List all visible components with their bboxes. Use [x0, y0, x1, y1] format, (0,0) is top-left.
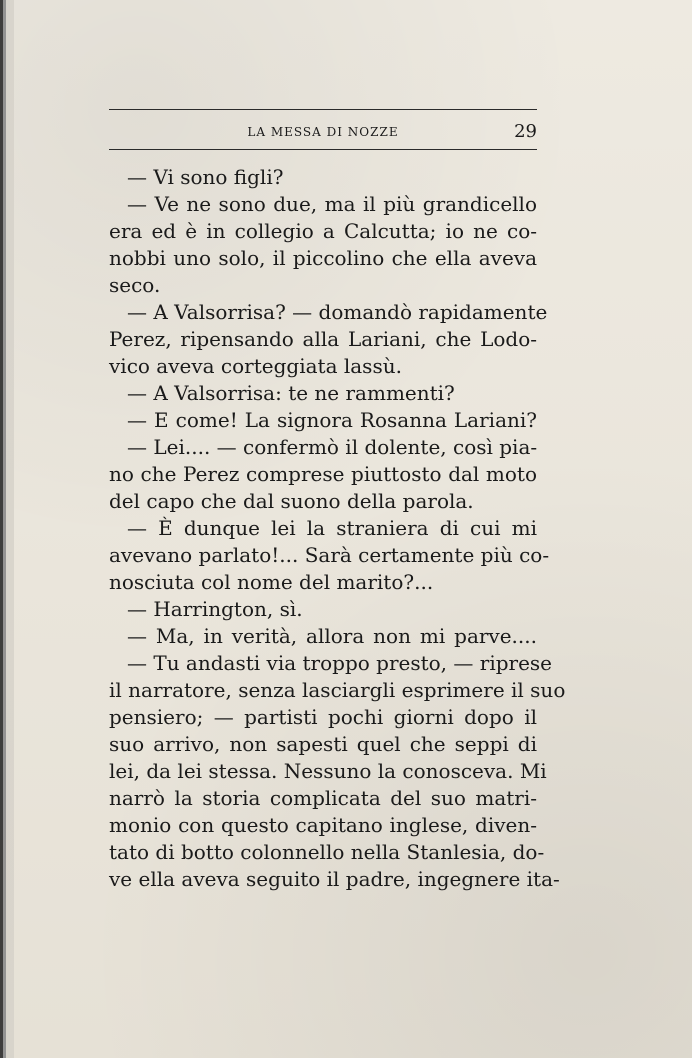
text-line: ve ella aveva seguito il padre, ingegnere ita- — [109, 867, 560, 891]
text-line: vico aveva corteggiata lassù. — [109, 354, 402, 378]
text-line: il narratore, senza lasciargli esprimere il suo — [109, 678, 566, 702]
text-line: lei, da lei stessa. Nessuno la conosceva. Mi — [109, 759, 547, 783]
text-line: — A Valsorrisa: te ne rammenti? — [127, 381, 455, 405]
text-line: — È dunque lei la straniera di cui mi — [127, 516, 537, 540]
page-number: 29 — [514, 121, 537, 142]
running-title: LA MESSA DI NOZZE — [247, 125, 399, 139]
text-line: seco. — [109, 273, 161, 297]
text-line: nobbi uno solo, il piccolino che ella aveva — [109, 246, 537, 270]
text-line: — Ma, in verità, allora non mi parve.... — [127, 624, 537, 648]
text-line: tato di botto colonnello nella Stanlesia, do- — [109, 840, 545, 864]
text-line: suo arrivo, non sapesti quel che seppi di — [109, 732, 537, 756]
header-top-rule — [109, 109, 537, 110]
text-line: monio con questo capitano inglese, diven- — [109, 813, 537, 837]
page-gutter-shadow — [0, 0, 24, 1058]
text-line: — Tu andasti via troppo presto, — riprese — [127, 651, 553, 675]
body-text — [109, 164, 566, 893]
text-line: no che Perez comprese piuttosto dal moto — [109, 462, 537, 486]
header-bottom-rule — [109, 149, 537, 150]
text-line: era ed è in collegio a Calcutta; io ne co- — [109, 219, 537, 243]
text-line: del capo che dal suono della parola. — [109, 489, 474, 513]
text-line: — Ve ne sono due, ma il più grandicello — [127, 192, 537, 216]
text-line: nosciuta col nome del marito?... — [109, 570, 434, 594]
text-line: — Harrington, sì. — [127, 597, 303, 621]
text-line: avevano parlato!... Sarà certamente più co- — [109, 543, 550, 567]
text-line: Perez, ripensando alla Lariani, che Lodo- — [109, 327, 537, 351]
text-line: — A Valsorrisa? — domandò rapidamente — [127, 300, 548, 324]
text-line: — E come! La signora Rosanna Lariani? — [127, 408, 537, 432]
text-line: — Lei.... — confermò il dolente, così pia- — [127, 435, 538, 459]
text-line: — Vi sono figli? — [127, 165, 284, 189]
text-line: pensiero; — partisti pochi giorni dopo il — [109, 705, 537, 729]
text-line: narrò la storia complicata del suo matri- — [109, 786, 537, 810]
page-header — [109, 105, 537, 150]
